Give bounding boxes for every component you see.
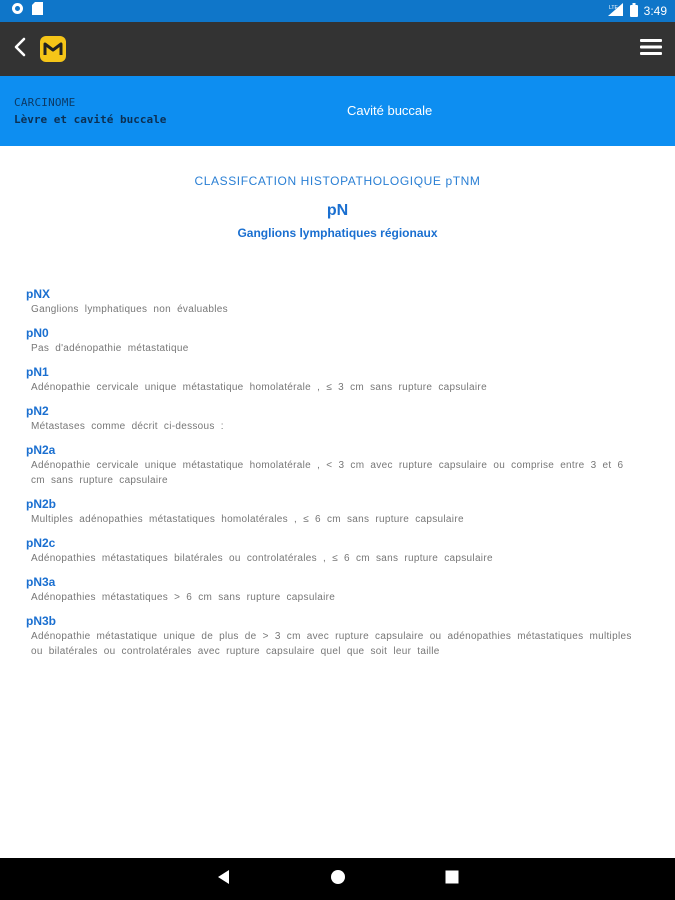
- entry-code: pNX: [26, 287, 50, 301]
- list-item: [26, 497, 636, 527]
- clock: 3:49: [643, 4, 667, 18]
- entry-description: Adénopathies métastatiques > 6 cm sans rupture capsulaire: [31, 592, 336, 603]
- system-nav-bar: [0, 858, 675, 900]
- recents-square-icon: [444, 869, 460, 890]
- nav-back-button[interactable]: [214, 869, 234, 889]
- svg-text:LTE: LTE: [608, 5, 618, 11]
- status-bar: [0, 0, 675, 22]
- list-item: [26, 536, 636, 566]
- app-logo-icon: [40, 36, 66, 62]
- circle-notification-icon: [11, 2, 24, 20]
- nav-recents-button[interactable]: [442, 869, 462, 889]
- header-subcategory: Lèvre et cavité buccale: [14, 113, 167, 126]
- battery-icon: [630, 3, 638, 20]
- entry-code: pN3a: [26, 575, 56, 589]
- entry-description: Adénopathie cervicale unique métastatique homolatérale , < 3 cm avec rupture capsulaire ou comprise entre 3 et 6 cm sans rupture capsulaire: [31, 460, 624, 486]
- classification-title: CLASSIFCATION HISTOPATHOLOGIQUE pTNM: [194, 174, 481, 188]
- list-item: [26, 443, 636, 488]
- menu-button[interactable]: [627, 22, 675, 76]
- entry-description: Ganglions lymphatiques non évaluables: [31, 304, 228, 315]
- entry-description: Pas d'adénopathie métastatique: [31, 343, 189, 354]
- app-bar: [0, 22, 675, 76]
- nav-home-button[interactable]: [328, 869, 348, 889]
- back-arrow-icon: [13, 37, 27, 62]
- entry-description: Métastases comme décrit ci-dessous :: [31, 421, 224, 432]
- hamburger-menu-icon: [640, 38, 662, 61]
- signal-icon: [608, 3, 624, 19]
- header-title: Cavité buccale: [347, 103, 433, 118]
- home-circle-icon: [330, 869, 346, 890]
- entry-code: pN2b: [26, 497, 56, 511]
- list-item: [26, 287, 636, 317]
- list-item: [26, 326, 636, 356]
- header-band: [0, 76, 675, 146]
- list-item: [26, 614, 636, 659]
- entry-description: Multiples adénopathies métastatiques homolatérales , ≤ 6 cm sans rupture capsulaire: [31, 514, 464, 525]
- entry-code: pN2c: [26, 536, 56, 550]
- list-item: [26, 575, 636, 605]
- header-category: CARCINOME: [14, 96, 76, 109]
- entry-description: Adénopathies métastatiques bilatérales ou controlatérales , ≤ 6 cm sans rupture capsulaire: [31, 553, 493, 564]
- entry-description: Adénopathie métastatique unique de plus de > 3 cm avec rupture capsulaire ou adénopathies métastatiques multiples ou bilatérales ou controlatérales avec rupture capsulaire quel que soit leur taille: [31, 631, 632, 657]
- sd-card-icon: [32, 2, 43, 20]
- main-content: [0, 146, 675, 858]
- section-code: pN: [326, 202, 349, 219]
- section-subtitle: Ganglions lymphatiques régionaux: [237, 226, 438, 240]
- classification-list: [26, 287, 636, 668]
- list-item: [26, 365, 636, 395]
- entry-code: pN0: [26, 326, 49, 340]
- entry-description: Adénopathie cervicale unique métastatique homolatérale , ≤ 3 cm sans rupture capsulaire: [31, 382, 487, 393]
- back-button[interactable]: [2, 22, 38, 76]
- list-item: [26, 404, 636, 434]
- entry-code: pN2a: [26, 443, 56, 457]
- entry-code: pN2: [26, 404, 49, 418]
- entry-code: pN1: [26, 365, 49, 379]
- back-triangle-icon: [216, 869, 232, 890]
- entry-code: pN3b: [26, 614, 56, 628]
